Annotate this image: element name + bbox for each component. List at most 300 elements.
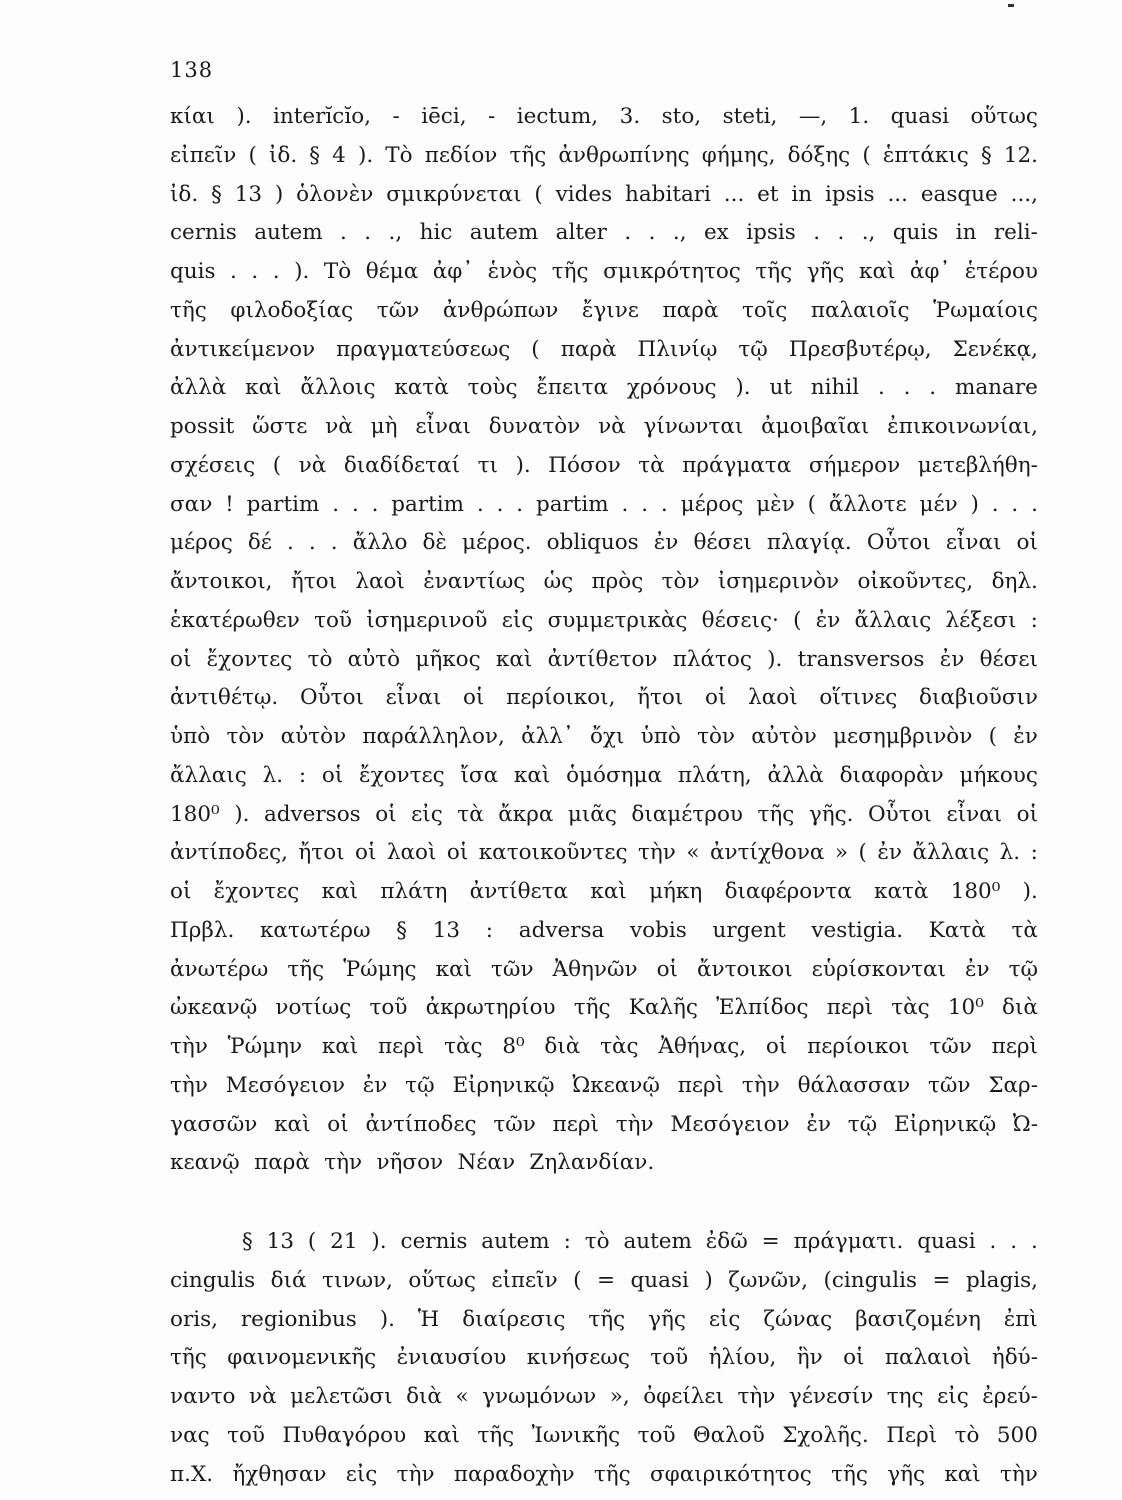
word: ἐν <box>1013 724 1038 749</box>
word: οἱ <box>765 1034 788 1059</box>
text-line <box>170 1339 1038 1378</box>
word: oris, <box>170 1306 218 1332</box>
word: Πλινίῳ <box>637 336 718 362</box>
word: εἶναι <box>415 414 471 439</box>
text-line <box>170 679 1038 718</box>
word: Οὗτοι <box>868 801 932 827</box>
word: Ἐλπίδος <box>716 995 809 1021</box>
word: ὥστε <box>252 414 308 439</box>
word: ὑπὸ <box>170 724 211 749</box>
word: τινων, <box>322 1267 393 1293</box>
word: τῆς <box>509 142 547 168</box>
word: ὡς <box>543 569 574 594</box>
word: ὠκεανῷ <box>170 995 258 1021</box>
word: Σαρ- <box>988 1072 1038 1098</box>
word: cernis <box>400 1229 468 1254</box>
word: πλάτος <box>672 646 752 672</box>
word: καὶ <box>495 646 533 672</box>
word: ἀντιθέτῳ. <box>170 685 279 711</box>
word: ἑνὸς <box>487 259 538 284</box>
word: ἐρεύ- <box>982 1384 1038 1409</box>
word: Κατὰ <box>928 917 986 943</box>
word: παράλληλον, <box>362 724 505 749</box>
word: ( <box>531 336 540 362</box>
word: ἐδῶ <box>705 1229 748 1254</box>
word: ἄλλαις <box>912 840 990 866</box>
word: ἀνθρωπίνης <box>558 142 690 168</box>
word: παρὰ <box>560 336 617 362</box>
word: Περὶ <box>886 1422 938 1448</box>
word: περίοικοι <box>807 1034 910 1059</box>
word: Ῥώμης <box>343 956 417 982</box>
word: λαοὶ <box>748 685 798 711</box>
word: ὁλονὲν <box>296 181 374 207</box>
word: ἰδ. <box>268 142 298 168</box>
word: ., <box>672 220 687 246</box>
word: δόξης <box>787 142 851 168</box>
word: οἱ <box>321 762 344 788</box>
word: . <box>621 491 629 517</box>
word: οἱ <box>1016 530 1038 556</box>
word: ) <box>274 181 284 207</box>
word: τοῦ <box>637 1422 676 1448</box>
word: τοὺς <box>467 375 518 401</box>
word: ἀντίχθονα <box>709 840 825 866</box>
word: περὶ <box>552 1111 599 1137</box>
word: ἔπειτα <box>536 375 608 401</box>
word: . <box>1030 1229 1038 1254</box>
word: μὴ <box>370 414 398 439</box>
word: σμικρύνεται <box>386 181 522 207</box>
word: δηλ. <box>991 569 1038 594</box>
word: σχέσεις <box>170 452 256 478</box>
word: ( <box>793 607 802 633</box>
word: εἰς <box>708 1306 741 1332</box>
word: εἰς <box>937 1384 969 1409</box>
word: οἱ <box>446 840 469 866</box>
word: παρὰ <box>254 1150 310 1176</box>
word: καὶ <box>944 1461 981 1487</box>
word: ..., <box>1010 181 1038 207</box>
word: γένεσίν <box>788 1384 874 1409</box>
word: κατωτέρω <box>259 917 371 943</box>
word: alter <box>555 220 607 246</box>
word: τὸ <box>307 646 333 672</box>
word: . <box>648 220 656 246</box>
word: ἐναντίως <box>423 569 526 594</box>
word: ἀλλὰ <box>170 375 227 401</box>
word: adversa <box>518 917 605 943</box>
text-line <box>170 1417 1038 1456</box>
word: 12. <box>1003 142 1038 168</box>
page-body <box>170 98 1038 1494</box>
word: σμικρότητος <box>603 259 741 284</box>
text-line <box>170 1262 1038 1301</box>
word: αὐτὸ <box>347 646 401 672</box>
word: ἐν <box>877 840 902 866</box>
word: νὰ <box>298 452 327 478</box>
word: τῆς <box>287 956 325 982</box>
word: 3. <box>619 104 641 129</box>
word: autem <box>254 220 323 246</box>
word: - <box>488 104 496 129</box>
word: ( <box>807 491 817 517</box>
word: κατὰ <box>394 375 449 401</box>
word: εὑρίσκονται <box>811 956 946 982</box>
word: ὑπὸ <box>640 724 681 749</box>
word: πράγματι. <box>793 1229 904 1254</box>
word: —, <box>798 104 828 129</box>
word: τοῦ <box>650 1345 689 1371</box>
word: Οὗτοι <box>299 685 364 711</box>
text-line <box>170 912 1038 951</box>
text-line <box>170 1301 1038 1340</box>
word: οἱ <box>170 879 192 904</box>
word: τὸν <box>697 724 735 749</box>
word: : <box>1030 607 1038 633</box>
word: ., <box>388 220 403 246</box>
word: ὁμόσημα <box>566 762 663 788</box>
word: ἤτοι <box>298 840 345 866</box>
word: . <box>476 491 484 517</box>
word: ἐπὶ <box>1003 1306 1038 1332</box>
word: περὶ <box>991 1034 1038 1059</box>
text-line <box>170 524 1038 563</box>
text-line <box>170 796 1038 835</box>
word: ἔχοντες <box>206 646 293 672</box>
word: οἰκοῦντες, <box>857 569 974 594</box>
word: ). <box>515 452 531 478</box>
word: Ἡ <box>417 1306 440 1332</box>
text-line <box>170 602 1038 641</box>
word: μελετῶσι <box>290 1384 393 1409</box>
word: δὲ <box>422 530 447 556</box>
word: διὰ <box>1002 995 1038 1021</box>
word: ἑπτάκις <box>882 142 969 168</box>
word: ὀφείλει <box>643 1384 724 1409</box>
word: plagis, <box>965 1267 1038 1293</box>
word: ἀνωτέρω <box>170 956 269 982</box>
word: φαινομενικῆς <box>227 1345 377 1371</box>
text-line <box>170 873 1038 912</box>
word: π.Χ. <box>170 1461 214 1487</box>
word: τὴν <box>324 1150 363 1176</box>
word: καὶ <box>590 879 627 904</box>
word: κίαι <box>170 104 215 129</box>
word: οἱ <box>462 685 485 711</box>
word: δυνατὸν <box>488 414 581 439</box>
word: μέρος <box>680 491 744 517</box>
word: 8⁰ <box>502 1034 525 1059</box>
word: τῆς <box>551 259 589 284</box>
word: διαμέτρου <box>631 801 743 827</box>
word: χρόνους <box>626 375 717 401</box>
word: sto, <box>661 104 702 129</box>
word: τοῦ <box>314 607 353 633</box>
word: ἔχοντες <box>213 879 300 904</box>
word: οἱ <box>375 801 397 827</box>
word: steti, <box>722 104 778 129</box>
word: τὴν <box>1000 1461 1038 1487</box>
word: τῆς <box>170 297 207 323</box>
word: περὶ <box>677 1072 725 1098</box>
word: Σενέκᾳ, <box>952 336 1038 362</box>
word: 13 <box>234 181 263 207</box>
word: easque <box>920 181 998 207</box>
word: partim <box>391 491 465 517</box>
word: cernis <box>170 220 237 246</box>
word: εἰπεῖν <box>491 1267 558 1293</box>
word: της <box>886 1384 924 1409</box>
word: γῆς <box>887 1461 926 1487</box>
word: τῆς <box>477 1422 515 1448</box>
word: . <box>929 375 937 401</box>
text-line <box>170 214 1038 253</box>
word: λ. <box>999 840 1021 866</box>
word: τὴν <box>396 1461 435 1487</box>
word: μεσημβρινὸν <box>833 724 973 749</box>
word: Ὠκεανῷ <box>572 1072 660 1098</box>
word: hic <box>419 220 453 246</box>
word: ( <box>307 1229 317 1254</box>
word: . <box>813 220 821 246</box>
word: πλάτη, <box>677 762 752 788</box>
word: τῆς <box>831 1461 868 1487</box>
word: : <box>563 1229 571 1254</box>
word: ἀλλὰ <box>767 762 824 788</box>
word: τῆς <box>573 995 611 1021</box>
word: καὶ <box>274 1111 311 1137</box>
word: Μεσόγειον <box>670 1111 790 1137</box>
word: nihil <box>810 375 860 401</box>
word: ( <box>534 181 543 207</box>
word: . <box>837 220 845 246</box>
word: obliquos <box>546 530 639 556</box>
word: quasi <box>630 1267 689 1293</box>
word: : <box>485 917 494 943</box>
word: quasi <box>890 104 949 129</box>
word: οἱ <box>170 646 192 672</box>
word: θέσεις· <box>701 607 779 633</box>
word: . <box>351 491 359 517</box>
word: vobis <box>630 917 687 943</box>
text-line <box>170 757 1038 796</box>
word: τῷ <box>1008 956 1038 982</box>
word: τὴν <box>741 1072 780 1098</box>
word: = <box>932 1267 951 1293</box>
word: « <box>686 840 700 866</box>
word: . <box>251 259 259 284</box>
word: τῆς <box>757 801 795 827</box>
text-line <box>170 1106 1038 1145</box>
word: ). <box>1022 879 1038 904</box>
word: ἀφ᾽ <box>909 259 951 284</box>
word: = <box>761 1229 780 1254</box>
text-line <box>170 408 1038 447</box>
word: ἐν <box>362 1072 388 1098</box>
word: φήμης, <box>701 142 776 168</box>
word: 500 <box>996 1422 1038 1448</box>
word: γῆς. <box>808 801 854 827</box>
word: νῆσον <box>376 1150 444 1176</box>
word: μέρος. <box>462 530 532 556</box>
word: κινήσεως <box>526 1345 630 1371</box>
word: ἤχθησαν <box>232 1461 327 1487</box>
word: . <box>332 491 340 517</box>
word: τῷ <box>847 1111 878 1137</box>
word: γῆς <box>648 1306 686 1332</box>
word: ἄντοικοι, <box>170 569 273 594</box>
text-line <box>170 1067 1038 1106</box>
word: πράγματα <box>682 452 792 478</box>
word: transversos <box>797 646 925 672</box>
word: 13 <box>266 1229 294 1254</box>
word: ζώνας <box>763 1306 833 1332</box>
word: Τὸ <box>385 142 413 168</box>
word: et <box>757 181 779 207</box>
word: σφαιρικότητος <box>649 1461 812 1487</box>
word: νὰ <box>598 414 626 439</box>
word: ἄλλαις <box>854 607 932 633</box>
word: νας <box>170 1422 210 1448</box>
word: ἰδ. <box>170 181 199 207</box>
word: Εἰρηνικῷ <box>894 1111 997 1137</box>
word: ἐνιαυσίου <box>396 1345 507 1371</box>
word: » <box>834 840 849 866</box>
word: : <box>298 762 307 788</box>
word: ., <box>861 220 876 246</box>
word: ἴσα <box>460 762 499 788</box>
word: καὶ <box>513 762 551 788</box>
word: 1. <box>848 104 870 129</box>
text-line <box>170 951 1038 990</box>
word: . <box>286 530 294 556</box>
word: ... <box>723 181 745 207</box>
word: 4 <box>332 142 346 168</box>
word: ἀκρωτηρίου <box>425 995 556 1021</box>
word: ἀνθρώπων <box>442 297 559 323</box>
word: ipsis <box>746 220 796 246</box>
word: νὰ <box>325 414 353 439</box>
text-line <box>170 1378 1038 1417</box>
word: γίνωνται <box>643 414 744 439</box>
text-line <box>170 641 1038 680</box>
word: . <box>991 491 999 517</box>
word: μῆκος <box>415 646 481 672</box>
word: λαοὶ <box>355 569 405 594</box>
word: οἵτινες <box>819 685 898 711</box>
word: ἐν <box>939 646 965 672</box>
word: τῆς <box>755 259 793 284</box>
word: παραδοχὴν <box>453 1461 575 1487</box>
word: 180⁰ <box>170 801 220 827</box>
word: ἐν <box>806 1111 831 1137</box>
word: τὰ <box>457 801 484 827</box>
word: . <box>660 491 668 517</box>
word: possit <box>170 414 235 439</box>
paragraph-2 <box>170 1223 1038 1494</box>
word: θέμα <box>365 259 419 284</box>
word: ). <box>767 646 783 672</box>
word: (cingulis <box>823 1267 917 1293</box>
word: λαοὶ <box>386 840 437 866</box>
text-line <box>170 331 1038 370</box>
word: ἰσημερινοῦ <box>366 607 488 633</box>
scan-mark <box>1008 4 1014 7</box>
text-line <box>170 563 1038 602</box>
word: οὕτως <box>408 1267 476 1293</box>
word: ἤτοι <box>290 569 337 594</box>
word: μήκους <box>959 762 1038 788</box>
word: : <box>1030 840 1038 866</box>
word: νοτίως <box>275 995 352 1021</box>
word: καὶ <box>321 1034 359 1059</box>
word: ) <box>704 1267 713 1293</box>
word: ἄκρα <box>498 801 554 827</box>
word: Πρβλ. <box>170 917 235 943</box>
word: reli- <box>993 220 1038 246</box>
word: κατοικοῦντες <box>478 840 628 866</box>
word: ( <box>272 452 282 478</box>
word: . <box>1031 491 1038 517</box>
word: διαφορὰν <box>839 762 944 788</box>
word: quis <box>892 220 939 246</box>
word: διαίρεσις <box>462 1306 566 1332</box>
text-line <box>170 98 1038 137</box>
word: iēci, <box>421 104 467 129</box>
word: ). <box>371 1229 387 1254</box>
word: τὰς <box>600 1034 639 1059</box>
word: δέ <box>247 530 272 556</box>
word: Καλῆς <box>628 995 698 1021</box>
word: εἰς <box>345 1461 378 1487</box>
word: quasi <box>917 1229 976 1254</box>
word: ἀντίποδες, <box>170 840 288 866</box>
word: Εἰρηνικῷ <box>452 1072 555 1098</box>
word: καὶ <box>859 259 896 284</box>
word: συμμετρικὰς <box>547 607 688 633</box>
word: ipsis <box>825 181 875 207</box>
word: . <box>371 491 379 517</box>
word: ἐπικοινωνίαι, <box>887 414 1038 439</box>
word: μήκη <box>649 879 703 904</box>
word: ἐν <box>964 956 990 982</box>
word: autem <box>623 1229 692 1254</box>
word: τὴν <box>615 1111 654 1137</box>
word: Ῥωμαίοις <box>933 297 1038 323</box>
word: μέρος <box>170 530 233 556</box>
word: regionibus <box>240 1306 357 1332</box>
paragraph-gap <box>170 1183 1038 1223</box>
word: ἠδύ- <box>991 1345 1038 1371</box>
word: ζωνῶν, <box>728 1267 808 1293</box>
word: τῶν <box>491 956 534 982</box>
word: . <box>230 259 237 284</box>
text-line <box>170 718 1038 757</box>
word: . <box>308 530 316 556</box>
word: ... <box>887 181 908 207</box>
word: γνωμόνων <box>482 1384 597 1409</box>
word: τοῦ <box>369 995 408 1021</box>
word: ἀντίθετα <box>469 879 569 904</box>
word: μιᾶς <box>567 801 617 827</box>
word: interĭcĭo, <box>273 104 371 129</box>
word: ( <box>862 142 871 168</box>
word: Πυθαγόρου <box>282 1422 407 1448</box>
word: μὲν <box>756 491 795 517</box>
word: Τὸ <box>323 259 352 284</box>
word: ut <box>769 375 792 401</box>
